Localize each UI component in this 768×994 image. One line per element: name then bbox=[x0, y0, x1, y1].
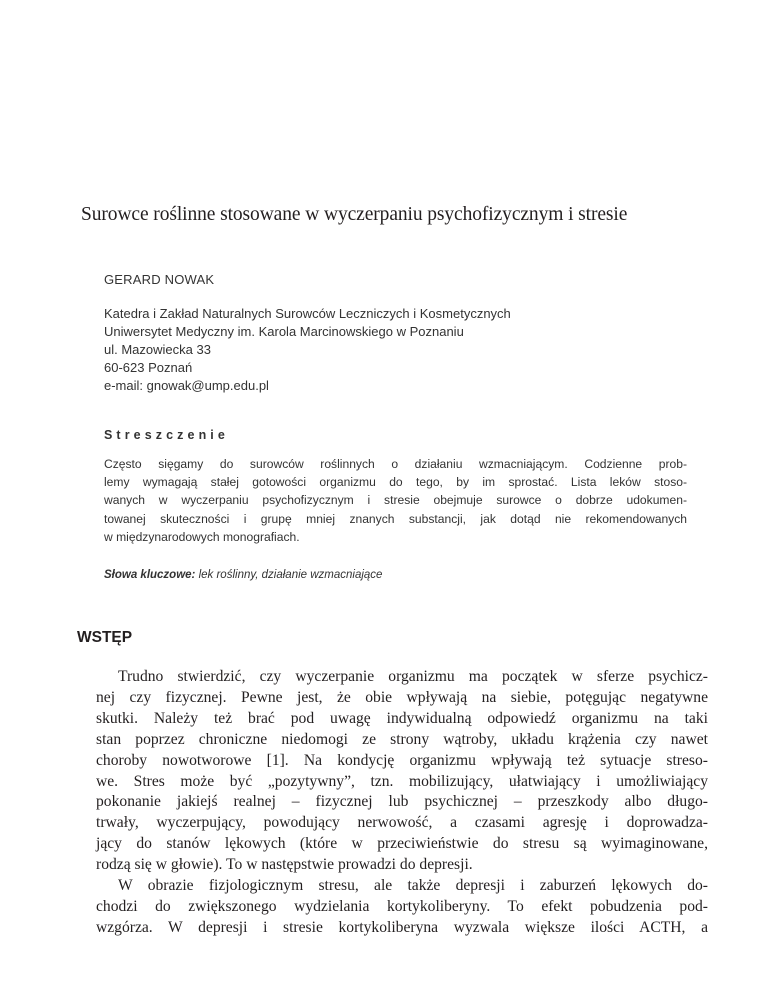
affiliation-email: e-mail: gnowak@ump.edu.pl bbox=[104, 378, 269, 393]
body-line: W obrazie fizjologicznym stresu, ale także depresji i zaburzeń lękowych do- bbox=[118, 877, 708, 895]
body-line: chodzi do zwiększonego wydzielania kortykoliberyny. To efekt pobudzenia pod- bbox=[96, 897, 708, 915]
author-name: GERARD NOWAK bbox=[104, 272, 215, 287]
keywords-value: lek roślinny, działanie wzmacniające bbox=[195, 569, 383, 581]
author-affiliation bbox=[104, 305, 511, 395]
paper-title: Surowce roślinne stosowane w wyczerpaniu psychofizycznym i stresie bbox=[81, 204, 628, 225]
abstract-heading: Streszczenie bbox=[104, 428, 229, 442]
body-line: rodzą się w głowie). To w następstwie prowadzi do depresji. bbox=[96, 856, 473, 874]
body-line: jący do stanów lękowych (które w przeciwieństwie do stresu są wyimaginowane, bbox=[96, 835, 708, 853]
body-line: stan poprzez chroniczne niedomogi ze strony wątroby, układu krążenia czy nawet bbox=[96, 730, 708, 748]
body-line: trwały, wyczerpujący, powodujący nerwowość, a czasami agresję i doprowadza- bbox=[96, 814, 708, 832]
affiliation-street: ul. Mazowiecka 33 bbox=[104, 342, 211, 357]
body-line: skutki. Należy też brać pod uwagę indywidualną odpowiedź organizmu na taki bbox=[96, 709, 708, 727]
abstract-line: lemy wymagają stałej gotowości organizmu do tego, by im sprostać. Lista leków stoso- bbox=[104, 475, 687, 490]
body-line: pokonanie jakiejś realnej – fizycznej lub psychicznej – przeszkody albo długo- bbox=[96, 793, 708, 811]
section-heading: WSTĘP bbox=[77, 629, 133, 646]
affiliation-city: 60-623 Poznań bbox=[104, 360, 193, 375]
abstract-line: wanych w wyczerpaniu psychofizycznym i stresie obejmuje surowce o dobrze udokumen- bbox=[104, 493, 687, 508]
affiliation-department: Katedra i Zakład Naturalnych Surowców Leczniczych i Kosmetycznych bbox=[104, 306, 511, 321]
body-line: we. Stres może być „pozytywny”, tzn. mobilizujący, ułatwiający i umożliwiający bbox=[96, 772, 708, 790]
keywords-label: Słowa kluczowe: bbox=[104, 569, 196, 581]
keywords bbox=[104, 569, 382, 581]
abstract-line: w międzynarodowych monografiach. bbox=[104, 529, 300, 544]
abstract-line: towanej skuteczności i grupę mniej znanych substancji, jak dotąd nie rekomendowanych bbox=[104, 511, 687, 526]
body-line: nej czy fizycznej. Pewne jest, że obie wpływają na siebie, potęgując negatywne bbox=[96, 688, 708, 706]
affiliation-university: Uniwersytet Medyczny im. Karola Marcinowskiego w Poznaniu bbox=[104, 324, 464, 339]
body-line: wzgórza. W depresji i stresie kortykoliberyna wyzwala większe ilości ACTH, a bbox=[96, 918, 708, 936]
abstract-line: Często sięgamy do surowców roślinnych o działaniu wzmacniającym. Codzienne prob- bbox=[104, 457, 687, 471]
body-line: Trudno stwierdzić, czy wyczerpanie organizmu ma początek w sferze psychicz- bbox=[118, 668, 708, 685]
body-line: choroby nowotworowe [1]. Na kondycję organizmu wpływają też sytuacje streso- bbox=[96, 751, 708, 769]
abstract-text bbox=[104, 455, 687, 546]
section-body bbox=[96, 667, 708, 939]
